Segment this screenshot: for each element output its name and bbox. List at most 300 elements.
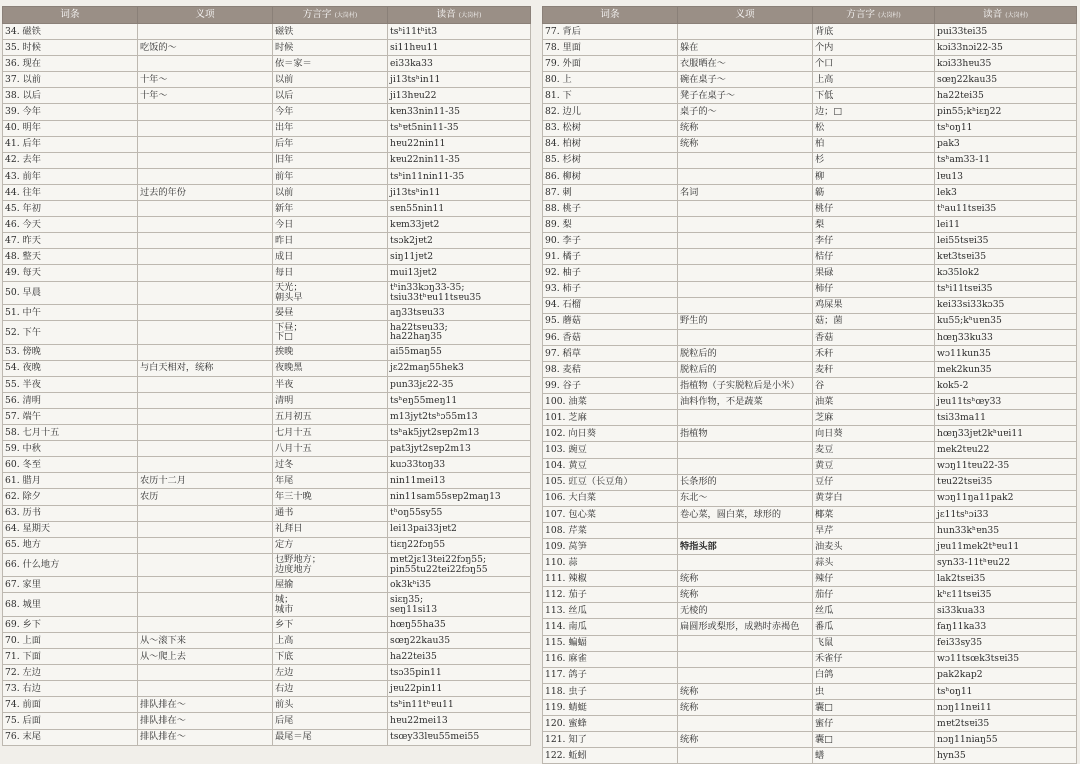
term-cell: 77. 背后 (543, 24, 678, 40)
dialect-cell: 李仔 (813, 233, 935, 249)
meaning-cell (138, 281, 273, 305)
pron-cell: jɐu22pin11 (388, 681, 531, 697)
term-cell: 80. 上 (543, 72, 678, 88)
table-row (3, 649, 531, 665)
pron-cell: mɐt2tsɐi35 (935, 716, 1077, 732)
table-row (3, 729, 531, 745)
meaning-cell: 脱粒后的 (678, 361, 813, 377)
dialect-cell: 椰菜 (813, 506, 935, 522)
meaning-cell (138, 376, 273, 392)
dialect-cell: 向日葵 (813, 426, 935, 442)
dialect-cell: 旧年 (273, 152, 388, 168)
term-cell: 99. 谷子 (543, 378, 678, 394)
dialect-cell: 今年 (273, 104, 388, 120)
col-pron-note: (大岗村) (458, 11, 482, 19)
table-row (543, 233, 1077, 249)
table-row (3, 265, 531, 281)
header-row (543, 7, 1077, 24)
col-pron-label: 读音 (983, 8, 1003, 20)
meaning-cell (138, 233, 273, 249)
table-row (543, 394, 1077, 410)
term-cell: 54. 夜晚 (3, 360, 138, 376)
dialect-cell: 菇；菌 (813, 313, 935, 329)
table-row (543, 168, 1077, 184)
meaning-cell: 油料作物，不是蔬菜 (678, 394, 813, 410)
meaning-cell: 统称 (678, 699, 813, 715)
table-row (3, 425, 531, 441)
table-row (3, 217, 531, 233)
term-cell: 53. 傍晚 (3, 344, 138, 360)
pron-cell: lei13pai33jɐt2 (388, 521, 531, 537)
table-row (3, 489, 531, 505)
table-row (543, 410, 1077, 426)
meaning-cell (678, 667, 813, 683)
table-row (3, 344, 531, 360)
dialect-cell: 以前 (273, 184, 388, 200)
pron-cell: nin11sam55sɐp2maŋ13 (388, 489, 531, 505)
pron-cell: lei55tsɐi35 (935, 233, 1077, 249)
meaning-cell: 统称 (678, 587, 813, 603)
dialect-cell: 半夜 (273, 376, 388, 392)
term-cell: 84. 柏树 (543, 136, 678, 152)
meaning-cell: 凳子在桌子～ (678, 88, 813, 104)
table-row (3, 104, 531, 120)
pron-cell: wɔŋ11tɐu22-35 (935, 458, 1077, 474)
pron-cell: lek3 (935, 184, 1077, 200)
pron-cell: siŋ11jɐt2 (388, 249, 531, 265)
term-cell: 76. 末尾 (3, 729, 138, 745)
table-row (3, 305, 531, 321)
dialect-cell: 麦秆 (813, 361, 935, 377)
pron-cell: jɛ11tsʰɔi33 (935, 506, 1077, 522)
pron-cell: ok3kʰi35 (388, 577, 531, 593)
pron-cell: wɔŋ11ŋa11pak2 (935, 490, 1077, 506)
table-row (3, 281, 531, 305)
dialect-cell: 虫 (813, 683, 935, 699)
dialect-cell: 辣仔 (813, 571, 935, 587)
meaning-cell (138, 24, 273, 40)
meaning-cell: 统称 (678, 120, 813, 136)
pron-cell: sɐn55nin11 (388, 201, 531, 217)
meaning-cell: 农历十二月 (138, 473, 273, 489)
vocab-table-right (542, 6, 1077, 764)
table-row (3, 72, 531, 88)
table-row (3, 392, 531, 408)
table-row (543, 217, 1077, 233)
term-cell: 104. 黄豆 (543, 458, 678, 474)
meaning-cell (138, 441, 273, 457)
pron-cell: tsɔk2jɐt2 (388, 233, 531, 249)
col-dialect-header (813, 7, 935, 24)
pron-cell: wɔ11tsœk3tsɐi35 (935, 651, 1077, 667)
pron-cell: tʰin33kɔŋ33-35; tsiu33tʰɐu11tsɐu35 (388, 281, 531, 305)
table-row (543, 732, 1077, 748)
term-cell: 69. 乡下 (3, 616, 138, 632)
term-cell: 97. 稻草 (543, 345, 678, 361)
term-cell: 114. 南瓜 (543, 619, 678, 635)
term-cell: 34. 磁铁 (3, 24, 138, 40)
pron-cell: hɐu22nin11 (388, 136, 531, 152)
meaning-cell (678, 458, 813, 474)
table-row (543, 716, 1077, 732)
term-cell: 60. 冬至 (3, 457, 138, 473)
meaning-cell: 统称 (678, 732, 813, 748)
term-cell: 39. 今年 (3, 104, 138, 120)
pron-cell: tsʰoŋ11 (935, 120, 1077, 136)
dialect-cell: 最尾＝尾 (273, 729, 388, 745)
dialect-cell: 乡下 (273, 616, 388, 632)
table-row (543, 24, 1077, 40)
pron-cell: tsʰeŋ55meŋ11 (388, 392, 531, 408)
dialect-cell: 下底 (273, 649, 388, 665)
term-cell: 121. 知了 (543, 732, 678, 748)
col-dialect-note: (大岗村) (878, 11, 901, 19)
table-row (543, 651, 1077, 667)
term-cell: 86. 柳树 (543, 168, 678, 184)
table-row (543, 683, 1077, 699)
term-cell: 93. 柿子 (543, 281, 678, 297)
pron-cell: kɐm33jɐt2 (388, 217, 531, 233)
term-cell: 109. 莴笋 (543, 539, 678, 555)
table-row (543, 281, 1077, 297)
term-cell: 100. 油菜 (543, 394, 678, 410)
term-cell: 49. 每天 (3, 265, 138, 281)
dialect-cell: 簕 (813, 184, 935, 200)
pron-cell: ha22tei35 (935, 88, 1077, 104)
pron-cell: m13jyt2tsʰɔ55m13 (388, 408, 531, 424)
meaning-cell: 排队排在～ (138, 697, 273, 713)
pron-cell: ha22tei35 (388, 649, 531, 665)
dialect-cell: 屋揄 (273, 577, 388, 593)
meaning-cell: 躲在 (678, 40, 813, 56)
term-cell: 89. 梨 (543, 217, 678, 233)
term-cell: 51. 中午 (3, 305, 138, 321)
term-cell: 74. 前面 (3, 697, 138, 713)
pron-cell: kok5-2 (935, 378, 1077, 394)
table-row (543, 136, 1077, 152)
term-cell: 44. 往年 (3, 184, 138, 200)
table-row (543, 297, 1077, 313)
term-cell: 103. 豌豆 (543, 442, 678, 458)
dialect-cell: 松 (813, 120, 935, 136)
meaning-cell: 过去的年份 (138, 184, 273, 200)
right-table-panel (542, 6, 1076, 764)
meaning-cell (678, 716, 813, 732)
term-cell: 81. 下 (543, 88, 678, 104)
dialect-cell: 后年 (273, 136, 388, 152)
pron-cell: kɔ35lok2 (935, 265, 1077, 281)
meaning-cell (138, 152, 273, 168)
pron-cell: nɔŋ11nɐi11 (935, 699, 1077, 715)
term-cell: 96. 香菇 (543, 329, 678, 345)
term-cell: 47. 昨天 (3, 233, 138, 249)
table-row (3, 616, 531, 632)
meaning-cell: 衣服晒在～ (678, 56, 813, 72)
term-cell: 91. 橘子 (543, 249, 678, 265)
term-cell: 110. 蒜 (543, 555, 678, 571)
meaning-cell: 与白天相对，统称 (138, 360, 273, 376)
meaning-cell (678, 329, 813, 345)
dialect-cell: 年三十晚 (273, 489, 388, 505)
dialect-cell: 下昼； 下□ (273, 321, 388, 345)
dialect-cell: 油菜 (813, 394, 935, 410)
table-row (3, 56, 531, 72)
term-cell: 61. 腊月 (3, 473, 138, 489)
table-row (3, 376, 531, 392)
term-cell: 46. 今天 (3, 217, 138, 233)
col-dialect-header (273, 7, 388, 24)
left-table-body (3, 24, 531, 746)
term-cell: 45. 年初 (3, 201, 138, 217)
header-row (3, 7, 531, 24)
table-row (543, 603, 1077, 619)
pron-cell: tsɔ35pin11 (388, 665, 531, 681)
table-row (543, 88, 1077, 104)
pron-cell: tsʰak5jyt2sɐp2m13 (388, 425, 531, 441)
meaning-cell: 十年～ (138, 88, 273, 104)
pron-cell: hɐu22mei13 (388, 713, 531, 729)
meaning-cell (138, 457, 273, 473)
col-meaning-header: 义项 (138, 7, 273, 24)
term-cell: 90. 李子 (543, 233, 678, 249)
table-row (3, 457, 531, 473)
pron-cell: tʰau11tsɐi35 (935, 201, 1077, 217)
pron-cell: sœŋ22kau35 (935, 72, 1077, 88)
table-row (543, 104, 1077, 120)
meaning-cell (678, 555, 813, 571)
pron-cell: mui13jɐt2 (388, 265, 531, 281)
col-pron-note: (大岗村) (1005, 11, 1028, 19)
dialect-cell: 出年 (273, 120, 388, 136)
dialect-cell: 八月十五 (273, 441, 388, 457)
meaning-cell: 指植物（子实脱粒后是小米） (678, 378, 813, 394)
pron-cell: ji13tsʰin11 (388, 72, 531, 88)
meaning-cell (678, 522, 813, 538)
dialect-cell: 磁铁 (273, 24, 388, 40)
table-row (543, 619, 1077, 635)
col-pron-header (388, 7, 531, 24)
meaning-cell (678, 635, 813, 651)
dialect-cell: 蒜头 (813, 555, 935, 571)
pron-cell: si33kua33 (935, 603, 1077, 619)
meaning-cell: 卷心菜，圆白菜，球形的 (678, 506, 813, 522)
pron-cell: tsʰoŋ11 (935, 683, 1077, 699)
table-row (3, 441, 531, 457)
meaning-cell (678, 168, 813, 184)
dialect-cell: 丝瓜 (813, 603, 935, 619)
dialect-cell: 五月初五 (273, 408, 388, 424)
term-cell: 68. 城里 (3, 593, 138, 617)
right-table-body (543, 24, 1077, 764)
term-cell: 35. 时候 (3, 40, 138, 56)
meaning-cell: 排队排在～ (138, 713, 273, 729)
table-row (543, 56, 1077, 72)
term-cell: 70. 上面 (3, 633, 138, 649)
left-table-panel (2, 6, 530, 746)
dialect-cell: 左边 (273, 665, 388, 681)
meaning-cell (678, 233, 813, 249)
table-row (543, 522, 1077, 538)
dialect-cell: 城； 城市 (273, 593, 388, 617)
pron-cell: faŋ11ka33 (935, 619, 1077, 635)
table-row (3, 249, 531, 265)
pron-cell: mɐt2jɛ13tei22fɔŋ55; pin55tu22tei22fɔŋ55 (388, 553, 531, 577)
table-row (543, 490, 1077, 506)
term-cell: 111. 辣椒 (543, 571, 678, 587)
meaning-cell (138, 120, 273, 136)
pron-cell: hœŋ55ha35 (388, 616, 531, 632)
table-row (3, 681, 531, 697)
meaning-cell (138, 305, 273, 321)
table-row (543, 571, 1077, 587)
term-cell: 52. 下午 (3, 321, 138, 345)
dialect-cell: 白鸽 (813, 667, 935, 683)
dialect-cell: 每日 (273, 265, 388, 281)
table-row (3, 40, 531, 56)
dialect-cell: 新年 (273, 201, 388, 217)
table-row (3, 593, 531, 617)
table-row (543, 555, 1077, 571)
table-row (3, 233, 531, 249)
term-cell: 107. 包心菜 (543, 506, 678, 522)
table-row (3, 321, 531, 345)
dialect-cell: 前头 (273, 697, 388, 713)
meaning-cell: 排队排在～ (138, 729, 273, 745)
meaning-cell (678, 651, 813, 667)
dialect-cell: 晏昼 (273, 305, 388, 321)
table-row (543, 361, 1077, 377)
meaning-cell (678, 201, 813, 217)
pron-cell: pak2kap2 (935, 667, 1077, 683)
dialect-cell: 上高 (813, 72, 935, 88)
term-cell: 56. 清明 (3, 392, 138, 408)
term-cell: 36. 现在 (3, 56, 138, 72)
term-cell: 83. 松树 (543, 120, 678, 136)
pron-cell: sœŋ22kau35 (388, 633, 531, 649)
pron-cell: ha22tsɐu33; ha22haŋ35 (388, 321, 531, 345)
term-cell: 59. 中秋 (3, 441, 138, 457)
term-cell: 82. 边儿 (543, 104, 678, 120)
dialect-cell: 柏 (813, 136, 935, 152)
pron-cell: tsʰam33-11 (935, 152, 1077, 168)
dialect-cell: 以后 (273, 88, 388, 104)
term-cell: 95. 蘑菇 (543, 313, 678, 329)
dialect-cell: 禾秆 (813, 345, 935, 361)
meaning-cell: 从～滚下来 (138, 633, 273, 649)
dialect-cell: 香菇 (813, 329, 935, 345)
table-row (543, 265, 1077, 281)
meaning-cell (138, 553, 273, 577)
meaning-cell: 脱粒后的 (678, 345, 813, 361)
pron-cell: tɐu22tsɐi35 (935, 474, 1077, 490)
dialect-cell: 番瓜 (813, 619, 935, 635)
term-cell: 50. 早晨 (3, 281, 138, 305)
dialect-cell: 礼拜日 (273, 521, 388, 537)
term-cell: 113. 丝瓜 (543, 603, 678, 619)
meaning-cell (678, 281, 813, 297)
meaning-cell (138, 577, 273, 593)
term-cell: 78. 里面 (543, 40, 678, 56)
col-term-header: 词条 (3, 7, 138, 24)
table-row (3, 201, 531, 217)
meaning-cell: 从～爬上去 (138, 649, 273, 665)
meaning-cell: 统称 (678, 136, 813, 152)
dialect-cell: 囊□ (813, 732, 935, 748)
pron-cell: jɐu11mek2tʰɐu11 (935, 539, 1077, 555)
table-row (543, 329, 1077, 345)
table-row (543, 587, 1077, 603)
term-cell: 71. 下面 (3, 649, 138, 665)
pron-cell: tsʰɐt5nin11-35 (388, 120, 531, 136)
col-pron-header (935, 7, 1077, 24)
meaning-cell (678, 297, 813, 313)
term-cell: 57. 端午 (3, 408, 138, 424)
pron-cell: tiɛŋ22fɔŋ55 (388, 537, 531, 553)
dialect-cell: 乜野地方； 边度地方 (273, 553, 388, 577)
col-dialect-note: (大岗村) (334, 11, 358, 19)
dialect-cell: 果碌 (813, 265, 935, 281)
meaning-cell: 十年～ (138, 72, 273, 88)
table-row (543, 40, 1077, 56)
pron-cell: hun33kʰɐn35 (935, 522, 1077, 538)
table-row (543, 120, 1077, 136)
table-row (3, 360, 531, 376)
table-row (543, 667, 1077, 683)
table-row (3, 24, 531, 40)
pron-cell: nin11mei13 (388, 473, 531, 489)
meaning-cell (138, 265, 273, 281)
meaning-cell: 长条形的 (678, 474, 813, 490)
dialect-cell: 右边 (273, 681, 388, 697)
table-row (3, 136, 531, 152)
dialect-cell: 鸡屎果 (813, 297, 935, 313)
col-meaning-header: 义项 (678, 7, 813, 24)
table-row (543, 748, 1077, 764)
term-cell: 48. 整天 (3, 249, 138, 265)
table-row (543, 345, 1077, 361)
table-row (543, 426, 1077, 442)
table-row (3, 537, 531, 553)
dialect-cell: 柳 (813, 168, 935, 184)
dialect-cell: 前年 (273, 168, 388, 184)
pron-cell: fei33sy35 (935, 635, 1077, 651)
term-cell: 94. 石榴 (543, 297, 678, 313)
meaning-cell: 指植物 (678, 426, 813, 442)
pron-cell: kʰɛ11tsɐi35 (935, 587, 1077, 603)
pron-cell: mek2tɐu22 (935, 442, 1077, 458)
col-dialect-label: 方言字 (302, 8, 332, 20)
table-row (543, 474, 1077, 490)
meaning-cell: 野生的 (678, 313, 813, 329)
dialect-cell: 黄豆 (813, 458, 935, 474)
pron-cell: jɐu11tsʰœy33 (935, 394, 1077, 410)
term-cell: 122. 蚯蚓 (543, 748, 678, 764)
table-row (3, 473, 531, 489)
dialect-cell: 桃仔 (813, 201, 935, 217)
pron-cell: ji13tsʰin11 (388, 184, 531, 200)
pron-cell: kɔi33nɔi22-35 (935, 40, 1077, 56)
pron-cell: pat3jyt2sɐp2m13 (388, 441, 531, 457)
meaning-cell: 东北～ (678, 490, 813, 506)
meaning-cell (138, 168, 273, 184)
dialect-cell: 定方 (273, 537, 388, 553)
meaning-cell (138, 56, 273, 72)
meaning-cell: 扁圆形或梨形，成熟时赤褐色 (678, 619, 813, 635)
table-row (543, 699, 1077, 715)
meaning-cell (678, 748, 813, 764)
pron-cell: tsi33ma11 (935, 410, 1077, 426)
meaning-cell (138, 104, 273, 120)
